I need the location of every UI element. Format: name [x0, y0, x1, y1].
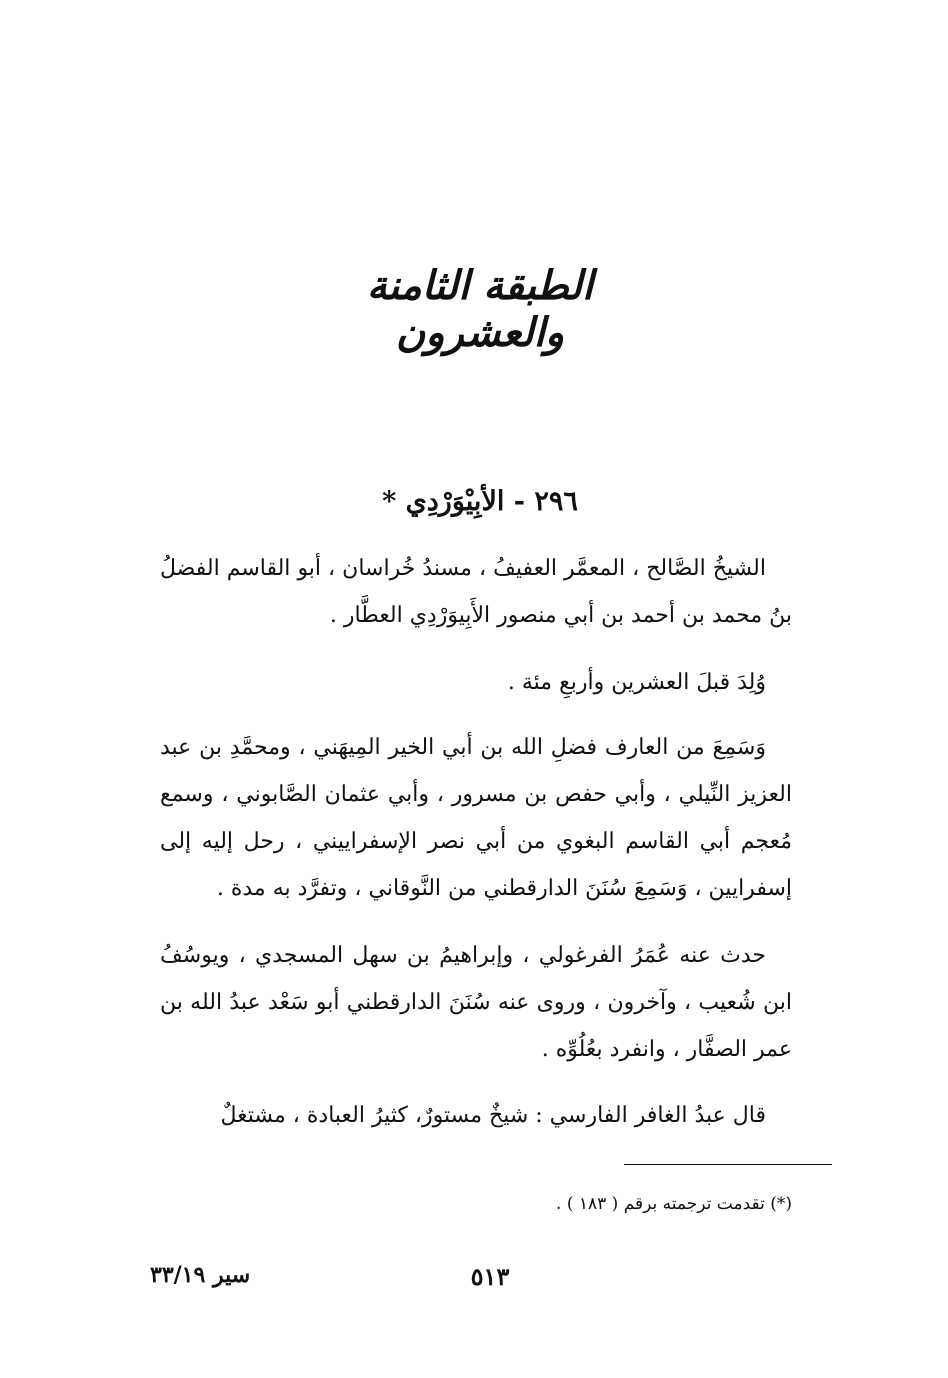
paragraph-intro: الشيخُ الصَّالح ، المعمَّر العفيفُ ، مسندُ خُراسان ، أبو القاسم الفضلُ بنُ محمد بن أحمد بن أبي منصور الأَبِيوَرْدِي العطَّار .	[160, 556, 792, 628]
printer-signature: سير ٣٣/١٩	[150, 1262, 251, 1288]
paragraph-birth: وُلِدَ قبلَ العشرين وأربعِ مئة .	[507, 670, 766, 695]
page-number: ٥١٣	[470, 1262, 510, 1291]
footnote: (*) تقدمت ترجمته برقم ( ١٨٣ ) .	[556, 1194, 792, 1214]
section-heading: الطبقة الثامنة والعشرون	[366, 262, 594, 356]
footnote-divider	[624, 1164, 832, 1165]
paragraph-students: حدث عنه عُمَرُ الفرغولي ، وإبراهيمُ بن سهل المسجدي ، ويوسُفُ ابن شُعيب ، وآخرون ، وروى عنه سُنَنَ الدارقطني أبو سَعْد عبدُ الله بن عمر الصفَّار ، وانفرد بعُلُوِّه .	[160, 943, 792, 1062]
paragraph-teachers: وَسَمِعَ من العارف فضلِ الله بن أبي الخير المِيهَني ، ومحمَّدِ بن عبد العزيز النِّيلي ، وأبي حفص بن مسرور ، وأبي عثمان الصَّابوني ، وسمع مُعجم أبي القاسم البغوي من أبي نصر الإسفراييني ، رحل إليه إلى إسفرايين ، وَسَمِعَ سُنَنَ الدارقطني من النَّوقاني ، وتفرَّد به مدة .	[160, 735, 792, 901]
paragraph-quote: قال عبدُ الغافر الفارسي : شيخٌ مستورٌ، كثيرُ العبادة ، مشتغلٌ	[220, 1103, 766, 1128]
entry-title: ٢٩٦ - الأبِيْوَرْدِي *	[382, 486, 578, 517]
